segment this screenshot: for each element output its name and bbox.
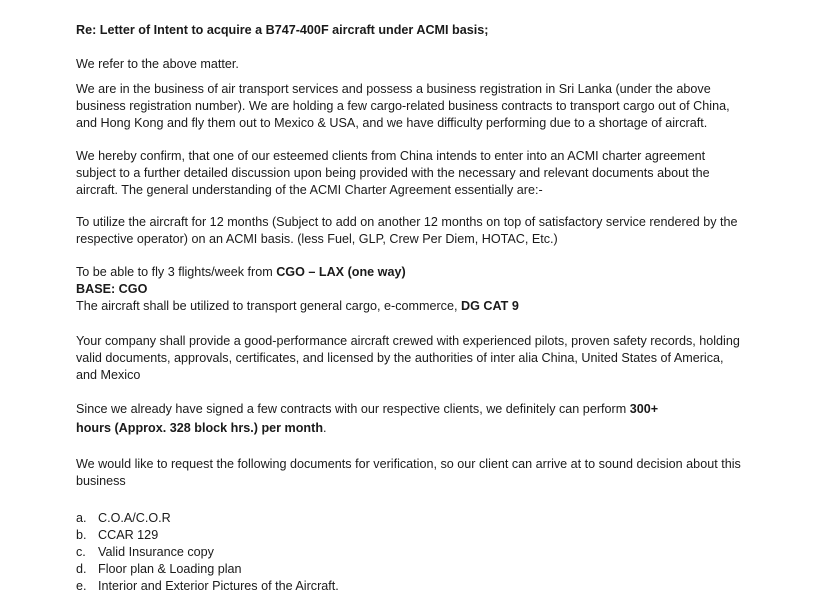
flight-frequency-text: To be able to fly 3 flights/week from	[76, 265, 277, 279]
list-item-text: C.O.A/C.O.R	[98, 511, 171, 525]
cargo-type-text: The aircraft shall be utilized to transport general cargo, e-commerce,	[76, 299, 461, 313]
capacity-hours-bold: 300+	[629, 402, 659, 416]
cargo-type-line	[76, 298, 748, 315]
list-item	[76, 527, 339, 544]
document-request-paragraph: We would like to request the following documents for verification, so our client can arrive at to sound decision about this business	[76, 457, 741, 488]
confirmation-paragraph: We hereby confirm, that one of our esteemed clients from China intends to enter into an ACMI charter agreement subject to a further detailed discussion upon being provided with the necessary and relevant documents about the aircraft. The general understanding of the ACMI Charter Agreement essentially are:-	[76, 149, 710, 197]
list-item	[76, 544, 339, 561]
intro-paragraph: We refer to the above matter.	[76, 57, 239, 71]
capacity-text-a: Since we already have signed a few contracts with our respective clients,	[76, 402, 487, 416]
list-marker: d.	[76, 562, 87, 576]
list-item-text: CCAR 129	[98, 528, 159, 542]
list-item-text: Floor plan & Loading plan	[98, 562, 242, 576]
requirements-paragraph: Your company shall provide a good-performance aircraft crewed with experienced pilots, proven safety records, holding valid documents, approvals, certificates, and licensed by the authorities of inter alia China, United States of America, and Mexico	[76, 334, 740, 382]
list-marker: a.	[76, 511, 87, 525]
letter-subject: Re: Letter of Intent to acquire a B747-400F aircraft under ACMI basis;	[76, 23, 489, 37]
capacity-period: .	[323, 421, 327, 435]
list-marker: e.	[76, 579, 87, 593]
base-line: BASE: CGO	[76, 282, 148, 296]
flight-frequency-line	[76, 264, 748, 281]
route-text: CGO – LAX (one way)	[276, 265, 406, 279]
list-item-text: Valid Insurance copy	[98, 545, 214, 559]
list-item	[76, 561, 339, 578]
capacity-line-1	[76, 401, 748, 418]
list-item-text: Interior and Exterior Pictures of the Aircraft.	[98, 579, 339, 593]
list-marker: c.	[76, 545, 86, 559]
capacity-line-2	[76, 420, 748, 437]
list-item	[76, 510, 339, 527]
list-marker: b.	[76, 528, 87, 542]
list-item	[76, 578, 339, 595]
document-list	[76, 510, 339, 595]
capacity-block-hours: hours (Approx. 328 block hrs.) per month	[76, 421, 324, 435]
utilization-paragraph: To utilize the aircraft for 12 months (Subject to add on another 12 months on top of satisfactory service rendered by the respective operator) on an ACMI basis. (less Fuel, GLP, Crew Per Diem, HOTAC, Etc.)	[76, 215, 738, 246]
capacity-text-b: we definitely can perform	[486, 402, 630, 416]
business-paragraph: We are in the business of air transport services and possess a business registration in Sri Lanka (under the above business registration number). We are holding a few cargo-related business contracts to transport cargo out of China, and Hong Kong and fly them out to Mexico & USA, and we have difficulty performing due to a shortage of aircraft.	[76, 82, 730, 130]
dg-category-text: DG CAT 9	[460, 299, 519, 313]
